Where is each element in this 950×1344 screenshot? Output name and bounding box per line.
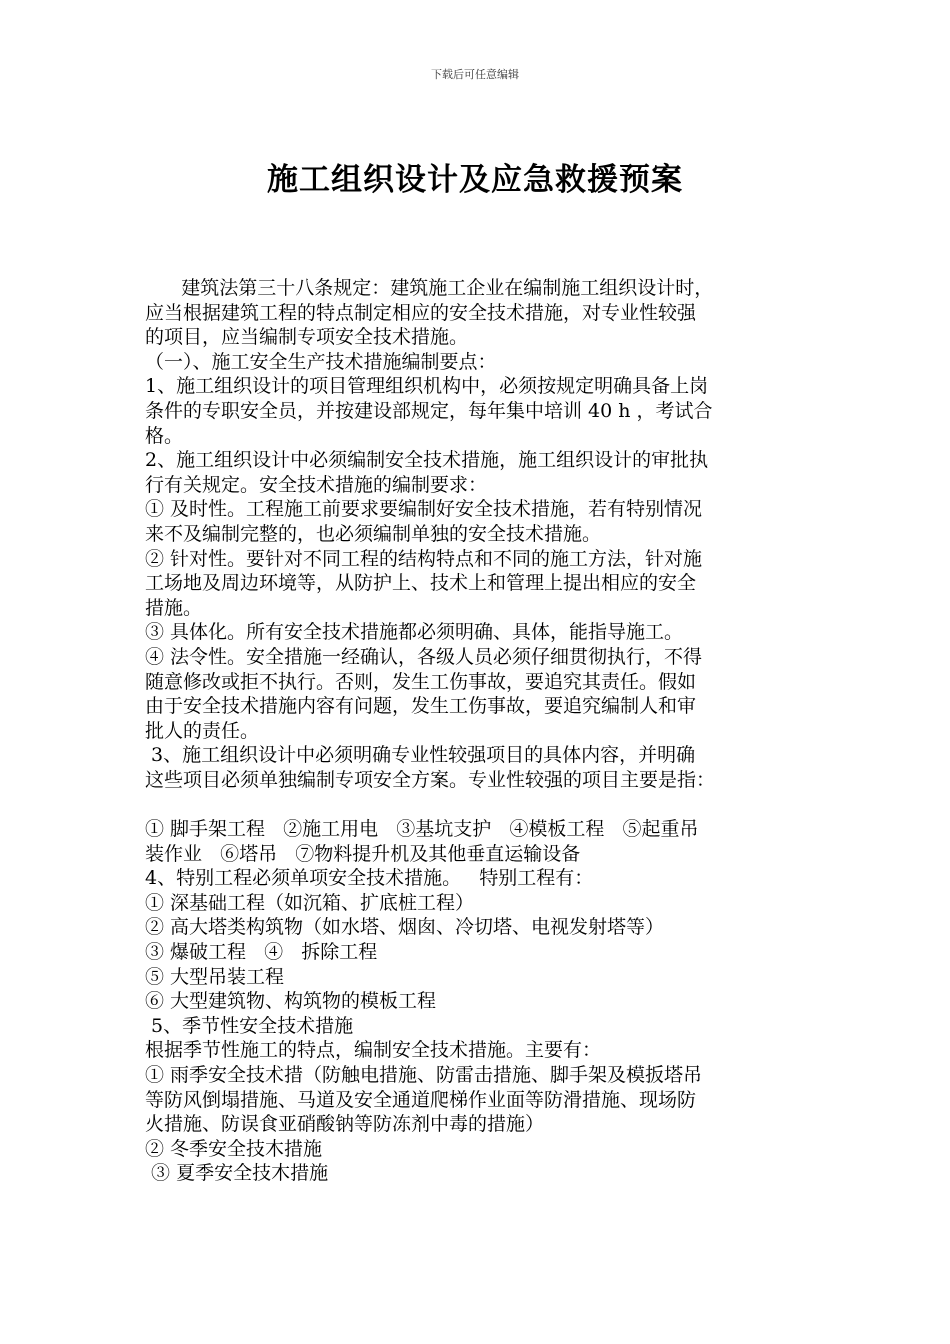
text-line: 的项目，应当编制专项安全技术措施。	[145, 326, 469, 349]
text-line: ② 针对性。要针对不同工程的结构特点和不同的施工方法，针对施	[145, 547, 703, 570]
text-line: 2、施工组织设计中必须编制安全技术措施，施工组织设计的审批执	[145, 449, 709, 472]
text-line: 等防风倒塌措施、马道及安全通道爬梯作业面等防滑措施、现场防	[145, 1088, 697, 1111]
text-line: ③ 爆破工程 ④ 拆除工程	[145, 941, 378, 964]
text-line: 火措施、防误食亚硝酸钠等防冻剂中毒的措施）	[145, 1113, 545, 1136]
text-line: ② 冬季安全技木措施	[145, 1137, 323, 1160]
text-line: 格。	[145, 424, 184, 447]
text-line: 工场地及周边环境等，从防护上、技术上和管理上提出相应的安全	[145, 572, 697, 595]
text-line: 应当根据建筑工程的特点制定相应的安全技术措施，对专业性较强	[145, 301, 697, 324]
text-line: 由于安全技术措施内容有问题，发生工伤事故，要追究编制人和审	[145, 695, 697, 718]
text-line: 1、施工组织设计的项目管理组织机构中，必须按规定明确具备上岗	[145, 375, 709, 398]
blank-line	[145, 792, 825, 817]
text-line: 根据季节性施工的特点，编制安全技术措施。主要有：	[145, 1039, 602, 1062]
text-line: ① 深基础工程（如沉箱、扩底桩工程）	[145, 891, 475, 914]
text-line: 来不及编制完整的，也必须编制单独的安全技术措施。	[145, 522, 602, 545]
text-line: 3、施工组织设计中必须明确专业性较强项目的具体内容，并明确	[145, 744, 696, 767]
text-line: ③ 夏季安全技木措施	[145, 1162, 329, 1185]
text-line: 措施。	[145, 596, 203, 619]
page-title: 施工组织设计及应急救援预案	[267, 162, 683, 198]
text-line: ① 脚手架工程 ②施工用电 ③基坑支护 ④模板工程 ⑤起重吊	[145, 818, 699, 841]
text-line: ⑤ 大型吊装工程	[145, 965, 285, 988]
text-line: 建筑法第三十八条规定：建筑施工企业在编制施工组织设计时，	[145, 277, 714, 299]
text-line: 4、特别工程必须单项安全技术措施。 特别工程有：	[145, 867, 594, 890]
section-heading: （一）、施工安全生产技术措施编制要点：	[145, 350, 497, 373]
text-line: ② 高大塔类构筑物（如水塔、烟囱、冷切塔、电视发射塔等）	[145, 916, 665, 939]
text-line: 条件的专职安全员，并按建设部规定，每年集中培训 40 h ，考试合	[145, 399, 713, 422]
text-line: ① 及时性。工程施工前要求要编制好安全技术措施，若有特别情况	[145, 498, 703, 521]
text-line: 批人的责任。	[145, 719, 260, 742]
text-line: ③ 具体化。所有安全技术措施都必须明确、具体，能指导施工。	[145, 621, 684, 644]
document-body	[145, 276, 825, 1186]
text-line: 随意修改或拒不执行。否则，发生工伤事故，要追究其责任。假如	[145, 670, 697, 693]
text-line: 行有关规定。安全技术措施的编制要求：	[145, 473, 488, 496]
text-line: 这些项目必须单独编制专项安全方案。专业性较强的项目主要是指：	[145, 768, 716, 791]
text-line: ④ 法令性。安全措施一经确认，各级人员必须仔细贯彻执行，不得	[145, 645, 703, 668]
text-line: ⑥ 大型建筑物、构筑物的模板工程	[145, 990, 437, 1013]
text-line: ① 雨季安全技术措（防触电措施、防雷击措施、脚手架及模扳塔吊	[145, 1064, 703, 1086]
text-line: 5、季节性安全技术措施	[145, 1014, 354, 1037]
header-note: 下载后可任意编辑	[431, 68, 519, 81]
text-line: 装作业 ⑥塔吊 ⑦物料提升机及其他垂直运输设备	[145, 842, 581, 865]
